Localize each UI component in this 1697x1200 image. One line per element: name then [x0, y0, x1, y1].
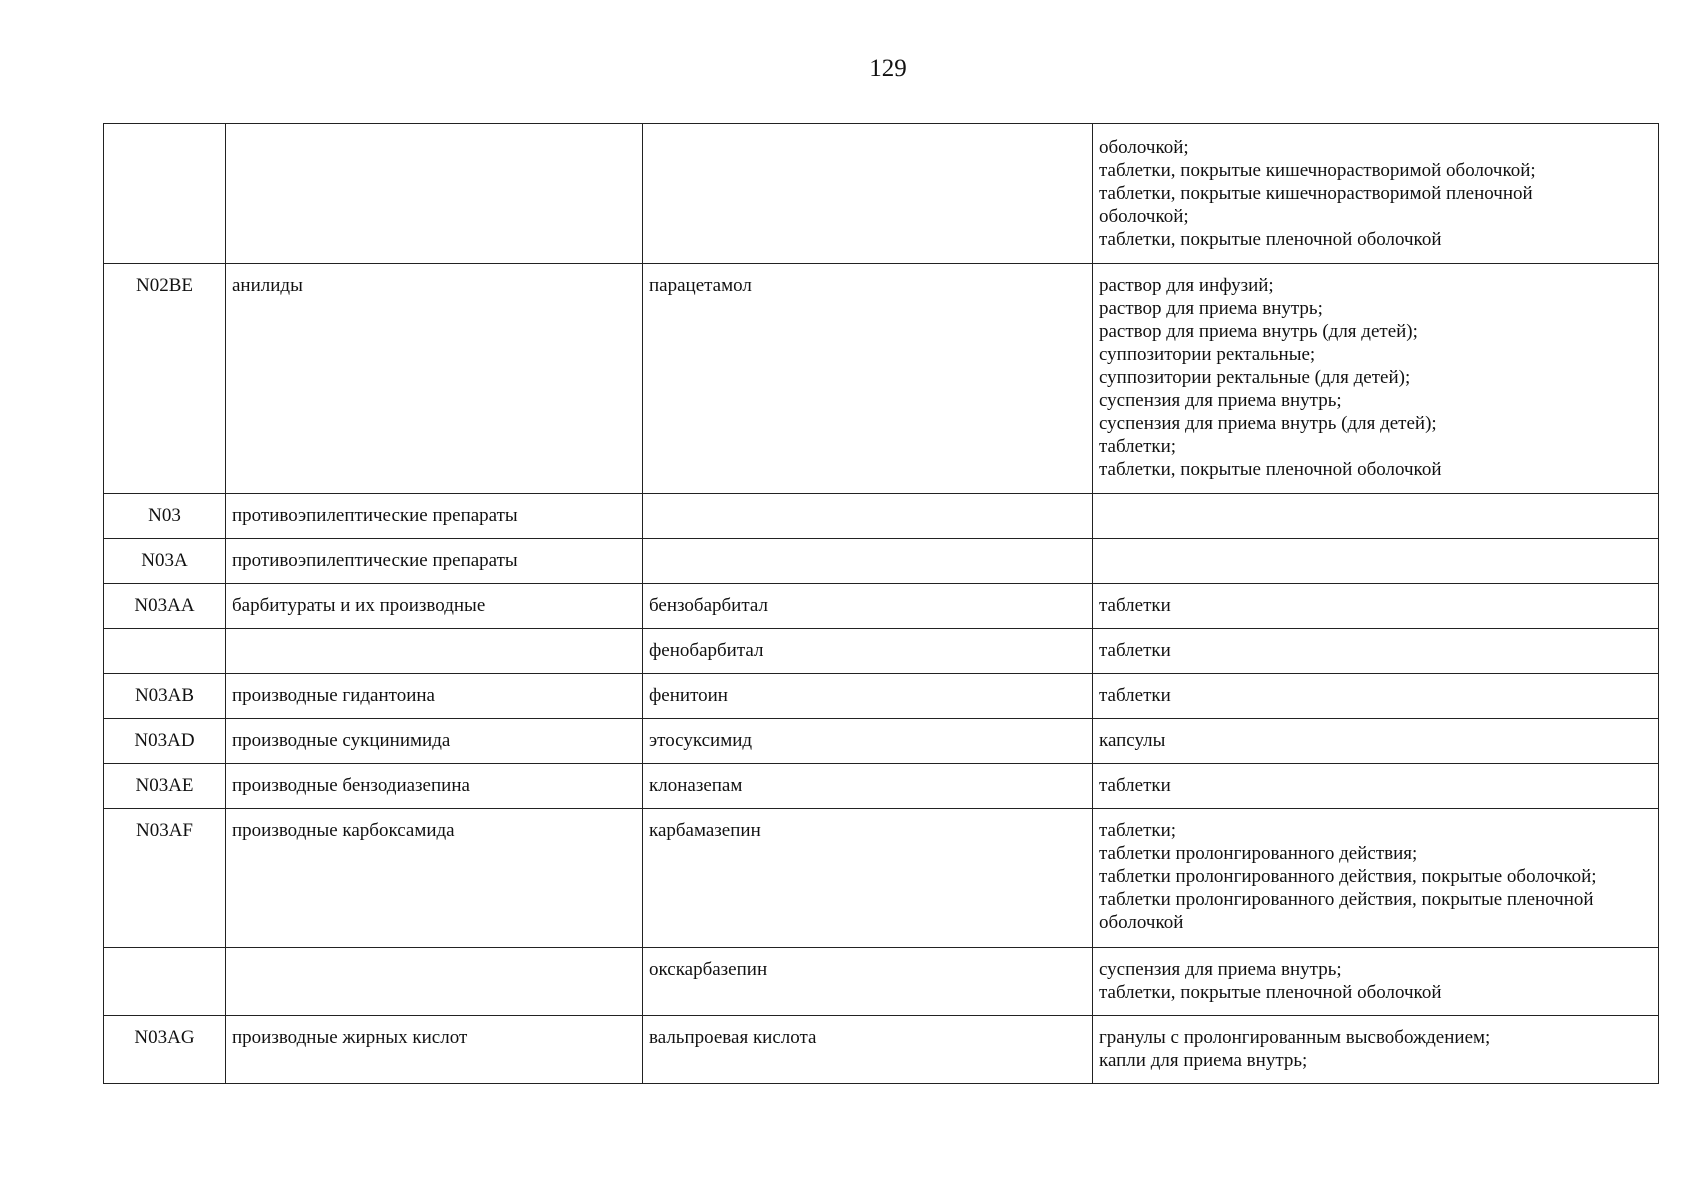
dosage-form-line: таблетки, покрытые кишечнорастворимой оболочкой; [1099, 160, 1536, 181]
drug-cell [643, 494, 1093, 539]
drug-cell: этосуксимид [643, 719, 1093, 764]
atc-code-cell: N03AF [104, 809, 226, 948]
atc-code-cell: N03AE [104, 764, 226, 809]
group-cell: производные сукцинимида [226, 719, 643, 764]
drug-cell: клоназепам [643, 764, 1093, 809]
dosage-forms-cell [1093, 494, 1659, 539]
dosage-forms-cell [1093, 124, 1659, 264]
table-row [104, 629, 1659, 674]
dosage-form-line: оболочкой; [1099, 206, 1189, 227]
dosage-form-line: оболочкой; [1099, 137, 1189, 158]
group-cell: производные гидантоина [226, 674, 643, 719]
dosage-form-line: суппозитории ректальные; [1099, 344, 1316, 365]
atc-code-cell [104, 948, 226, 1016]
dosage-form-line: капли для приема внутрь; [1099, 1050, 1308, 1071]
dosage-forms-cell [1093, 1016, 1659, 1084]
dosage-form-line: таблетки пролонгированного действия; [1099, 843, 1418, 864]
dosage-forms-cell [1093, 584, 1659, 629]
table-row [104, 539, 1659, 584]
atc-code-cell: N03AG [104, 1016, 226, 1084]
group-cell: анилиды [226, 264, 643, 494]
drug-cell: вальпроевая кислота [643, 1016, 1093, 1084]
drug-cell: карбамазепин [643, 809, 1093, 948]
dosage-form-line: суспензия для приема внутрь; [1099, 390, 1342, 411]
dosage-form-line: таблетки, покрытые пленочной оболочкой [1099, 982, 1442, 1003]
drug-cell: бензобарбитал [643, 584, 1093, 629]
group-cell [226, 124, 643, 264]
atc-code-cell: N03AA [104, 584, 226, 629]
dosage-forms-cell [1093, 948, 1659, 1016]
dosage-forms-cell [1093, 764, 1659, 809]
table-row [104, 124, 1659, 264]
table-row [104, 264, 1659, 494]
dosage-form-line: раствор для приема внутрь; [1099, 298, 1323, 319]
atc-code-cell: N03AB [104, 674, 226, 719]
dosage-form-line: гранулы с пролонгированным высвобождением; [1099, 1027, 1491, 1048]
atc-code-cell: N03 [104, 494, 226, 539]
drug-cell: фенобарбитал [643, 629, 1093, 674]
table-row [104, 809, 1659, 948]
group-cell: производные жирных кислот [226, 1016, 643, 1084]
dosage-forms-cell [1093, 629, 1659, 674]
table-row [104, 719, 1659, 764]
drug-cell: парацетамол [643, 264, 1093, 494]
table-row [104, 1016, 1659, 1084]
dosage-form-line: капсулы [1099, 730, 1166, 751]
dosage-form-line: таблетки [1099, 595, 1171, 616]
atc-code-cell: N02BE [104, 264, 226, 494]
dosage-form-line: суспензия для приема внутрь (для детей); [1099, 413, 1437, 434]
drug-cell [643, 539, 1093, 584]
atc-code-cell [104, 124, 226, 264]
group-cell: противоэпилептические препараты [226, 539, 643, 584]
group-cell: барбитураты и их производные [226, 584, 643, 629]
dosage-form-line: таблетки [1099, 775, 1171, 796]
drug-table [103, 123, 1659, 1084]
dosage-form-line: оболочкой [1099, 912, 1184, 933]
table-row [104, 948, 1659, 1016]
dosage-forms-cell [1093, 539, 1659, 584]
group-cell [226, 629, 643, 674]
dosage-form-line: таблетки, покрытые пленочной оболочкой [1099, 459, 1442, 480]
group-cell: производные карбоксамида [226, 809, 643, 948]
dosage-form-line: раствор для приема внутрь (для детей); [1099, 321, 1418, 342]
dosage-form-line: таблетки [1099, 685, 1171, 706]
atc-code-cell [104, 629, 226, 674]
group-cell: производные бензодиазепина [226, 764, 643, 809]
table-row [104, 674, 1659, 719]
dosage-form-line: таблетки пролонгированного действия, покрытые пленочной [1099, 889, 1594, 910]
table-row [104, 584, 1659, 629]
dosage-form-line: таблетки [1099, 640, 1171, 661]
group-cell [226, 948, 643, 1016]
drug-cell: окскарбазепин [643, 948, 1093, 1016]
dosage-form-line: суспензия для приема внутрь; [1099, 959, 1342, 980]
group-cell: противоэпилептические препараты [226, 494, 643, 539]
dosage-form-line: таблетки; [1099, 436, 1177, 457]
atc-code-cell: N03A [104, 539, 226, 584]
drug-cell [643, 124, 1093, 264]
atc-code-cell: N03AD [104, 719, 226, 764]
dosage-forms-cell [1093, 809, 1659, 948]
dosage-form-line: таблетки пролонгированного действия, покрытые оболочкой; [1099, 866, 1597, 887]
dosage-form-line: таблетки, покрытые пленочной оболочкой [1099, 229, 1442, 250]
dosage-form-line: таблетки; [1099, 820, 1177, 841]
dosage-form-line: раствор для инфузий; [1099, 275, 1274, 296]
dosage-forms-cell [1093, 264, 1659, 494]
dosage-form-line: таблетки, покрытые кишечнорастворимой пленочной [1099, 183, 1533, 204]
table-row [104, 764, 1659, 809]
dosage-forms-cell [1093, 674, 1659, 719]
table-row [104, 494, 1659, 539]
dosage-form-line: суппозитории ректальные (для детей); [1099, 367, 1411, 388]
page-number: 129 [869, 55, 907, 82]
dosage-forms-cell [1093, 719, 1659, 764]
drug-cell: фенитоин [643, 674, 1093, 719]
